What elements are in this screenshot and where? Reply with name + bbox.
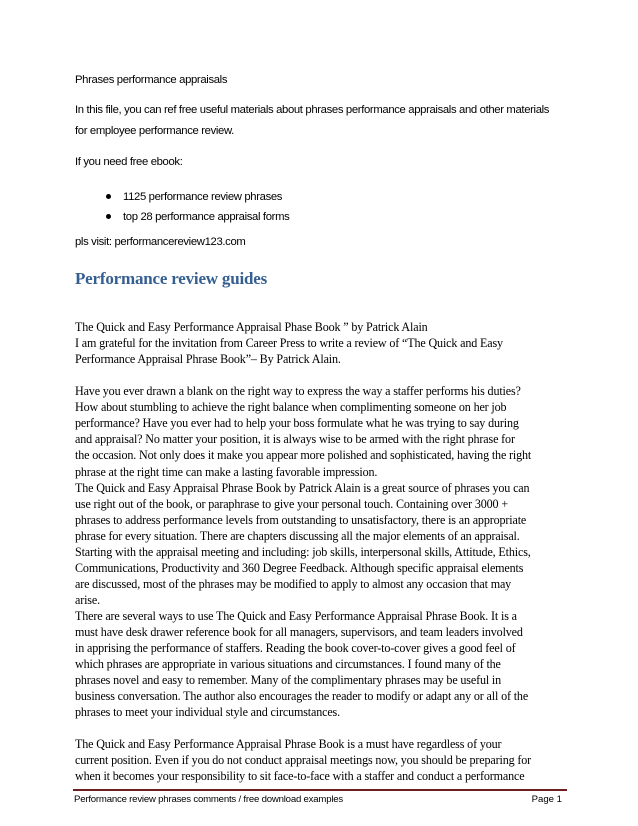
body-line: The Quick and Easy Performance Appraisal Phrase Book is a must have regardless of your (75, 737, 502, 752)
body-line: There are several ways to use The Quick and Easy Performance Appraisal Phrase Book. It is a (75, 608, 517, 623)
bullet-dot-icon (106, 194, 111, 199)
body-line: How about stumbling to achieve the right balance when complimenting someone on her job (75, 400, 507, 415)
body-line: The Quick and Easy Performance Appraisal Phase Book ” by Patrick Alain (75, 320, 428, 334)
section-heading: Performance review guides (75, 269, 268, 288)
body-line: must have desk drawer reference book for all managers, supervisors, and team leaders involved (75, 625, 523, 639)
body-line: in apprising the performance of staffers. Reading the book cover-to-cover gives a good feel of (75, 641, 516, 655)
body-line: current position. Even if you do not conduct appraisal meetings now, you should be preparing for (75, 753, 532, 768)
body-line: Communications, Productivity and 360 Degree Feedback. Although specific appraisal elements (75, 560, 524, 575)
body-line: arise. (75, 592, 100, 607)
bullet-text: 1125 performance review phrases (123, 191, 283, 203)
body-line: Have you ever drawn a blank on the right way to express the way a staffer performs his duties? (75, 384, 521, 399)
body-line: I am grateful for the invitation from Career Press to write a review of “The Quick and Easy (75, 336, 503, 351)
bullet-item (106, 207, 289, 227)
bullet-text: top 28 performance appraisal forms (123, 211, 290, 223)
footer-divider (73, 789, 567, 791)
body-line: and appraisal? No matter your position, it is always wise to be armed with the right phrase for (75, 432, 515, 447)
body-line: Starting with the appraisal meeting and including: job skills, interpersonal skills, Attitude, Ethics, (75, 544, 531, 559)
body-line: The Quick and Easy Appraisal Phrase Book by Patrick Alain is a great source of phrases you can (75, 480, 530, 495)
body-line: phrase for every situation. There are chapters discussing all the major elements of an appraisal. (75, 528, 520, 543)
body-line: phrases novel and easy to remember. Many of the complimentary phrases may be useful in (75, 673, 502, 688)
body-line: business conversation. The author also encourages the reader to modify or adapt any or all of the (75, 689, 529, 704)
footer-title: Performance review phrases comments / free download examples (74, 794, 344, 805)
intro-paragraph-line-1: In this file, you can ref free useful materials about phrases performance appraisals and other materials (75, 104, 550, 116)
body-line: phrases to meet your individual style and circumstances. (75, 705, 340, 720)
bullet-item (106, 187, 289, 207)
body-line: the occasion. Not only does it make you appear more polished and sophisticated, having the right (75, 448, 532, 463)
body-line: performance? Have you ever had to help your boss formulate what he was trying to say during (75, 416, 519, 431)
body-line: phrases to address performance levels from outstanding to unsatisfactory, there is an appropriate (75, 512, 527, 527)
intro-paragraph-line-2: for employee performance review. (75, 125, 234, 137)
body-line: when it becomes your responsibility to sit face-to-face with a staffer and conduct a performance (75, 769, 525, 784)
body-line: Performance Appraisal Phrase Book”– By Patrick Alain. (75, 352, 341, 367)
ebook-bullet-list (106, 187, 289, 227)
body-line: which phrases are appropriate in various situations and circumstances. I found many of the (75, 657, 501, 671)
body-line: use right out of the book, or paraphrase to give your personal touch. Containing over 3000 + (75, 496, 509, 511)
ebook-prompt: If you need free ebook: (75, 156, 183, 168)
body-line: phrase at the right time can make a lasting favorable impression. (75, 464, 378, 479)
body-line: are discussed, most of the phrases may be modified to apply to almost any occasion that may (75, 576, 512, 591)
visit-link-text[interactable]: pls visit: performancereview123.com (75, 236, 246, 248)
bullet-dot-icon (106, 214, 111, 219)
doc-title: Phrases performance appraisals (75, 74, 228, 86)
page-number: Page 1 (531, 794, 562, 805)
